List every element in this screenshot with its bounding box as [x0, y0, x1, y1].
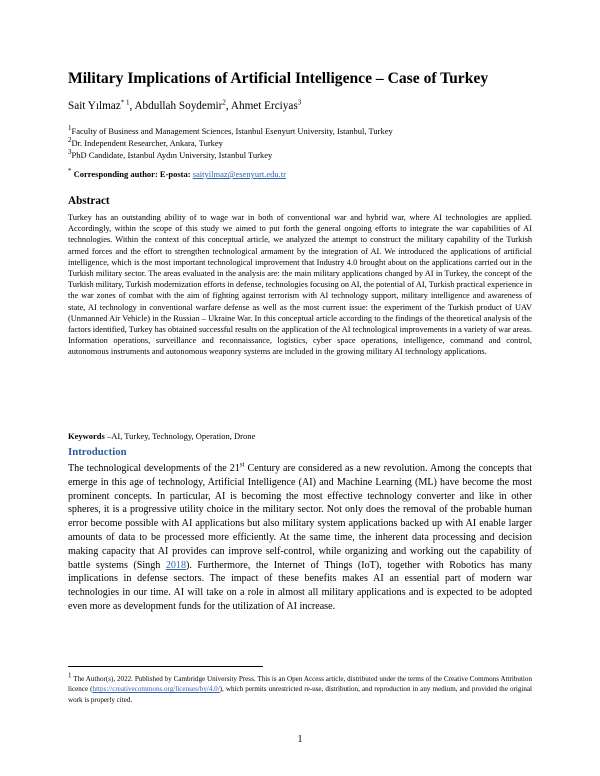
author-sup: 3 [297, 98, 302, 107]
keywords-label: Keywords [68, 431, 105, 441]
license-link[interactable]: https://creativecommons.org/licenses/by/4.0/ [92, 685, 220, 694]
citation-link[interactable]: 2018 [165, 559, 187, 571]
abstract-heading: Abstract [68, 195, 110, 207]
abstract-text: Turkey has an outstanding ability of to wage war in both of conventional war and hybrid war, where AI technologies are applied. Accordingly, within the scope of this study we aimed to put forth the general ongoing efforts to integrate the war capabilities of AI technologies. Within the context of this conceptual article, we analyzed the attempt to construct the military capability of the Turkish armed forces and the effort to strengthen technological armament by the integration of AI. We introduced the applications of artificial intelligence, which is the most important technological improvement that Industry 4.0 brought about on the applications carried out in the Turkish military sector. The areas evaluated in the analysis are: the main military applications changed by AI in Turkey, the concept of the Turkish military, Turkish modernization efforts in defense, technologies focusing on AI, the potential of AI, Turkish practical experience in the war zones of combat with the aim of fighting against terrorism with AI technology support, military intelligence and awareness of state, AI technology in conventional warfare defense as well as the most current issue: the experiment of the Turkish product of UAV (Unmanned Air Vehicle) in the Russian – Ukraine War. In this conceptual article according to the findings of the theoretical analysis of the factors identified, Turkey has obtained successful results on the application of the AI technological improvements in a variety of war areas. Information operations, surveillance and reconnaissance, logistics, cyber space operations, intelligence, command and control, autonomous instruments and autonomous weaponry systems are included in the growing military AI technology applications. [68, 213, 532, 357]
corresponding-author: * Corresponding author: E-posta: saityilmaz@esenyurt.edu.tr [68, 167, 286, 179]
author-name: Ahmet Erciyas [230, 100, 298, 112]
author-name: Sait Yılmaz [68, 100, 121, 112]
author-list: Sait Yılmaz$^{* 1}$, Abdullah Soydemir$^2$, Ahmet Erciyas$^3$ [68, 98, 302, 112]
author-name: Abdullah Soydemir [134, 100, 223, 112]
affiliation: $^1$Faculty of Business and Management Sciences, Istanbul Esenyurt University, Istanbul, Turkey [68, 124, 393, 136]
footnote: $^1$ The Author(s), 2022. Published by Cambridge University Press. This is an Open Access article, distributed under the terms of the Creative Commons Attribution licence (https://creativecommons.org/licenses/by/4.0/), which permits unrestricted re-use, distribution, and reproduction in any medium, and provided the original work is properly cited. [68, 671, 533, 704]
email-link[interactable]: saityilmaz@esenyurt.edu.tr [192, 169, 286, 179]
paper-title: Military Implications of Artificial Intelligence – Case of Turkey [68, 70, 489, 87]
author-sup: 2 [222, 98, 226, 107]
page-number: 1 [297, 734, 303, 745]
affiliation: $^3$PhD Candidate, Istanbul Aydın University, Istanbul Turkey [68, 148, 273, 160]
introduction-paragraph: The technological developments of the 21st Century are considered as a new revolution. Among the concepts that emerge in this age of technology, Artificial Intelligence (AI) and Machine Learning (ML) have become the most prominent concepts. In particular, AI is becoming the most effective technology converter and like in other spheres, it is a progressive utility choice in the military sector. Not only does the removal of the probable human error become possible with AI applications but also military system applications backed up with AI enable larger amounts of data to be processed more efficiently. At the same time, the inherent data processing and decision making capacity that AI provides can improve self-control, while organizing and working out the capability of battle systems (Singh 2018). Furthermore, the Internet of Things (IoT), together with Robotics has many implications in defense sectors. The impact of these benefits makes AI an essential part of modern war technologies in our time. AI will take on a role in almost all military applications and is expected to be adopted even more as development funds for the utilization of AI increase. [68, 460, 533, 612]
keywords-text: –AI, Turkey, Technology, Operation, Drone [104, 431, 256, 441]
keywords [68, 431, 255, 441]
section-heading-introduction: Introduction [68, 446, 127, 458]
footnote-divider [68, 666, 263, 667]
author-sup: * 1 [120, 98, 130, 107]
affiliation: $^2$Dr. Independent Researcher, Ankara, Turkey [68, 136, 223, 148]
corresponding-label: Corresponding author: E-posta: [73, 169, 191, 179]
